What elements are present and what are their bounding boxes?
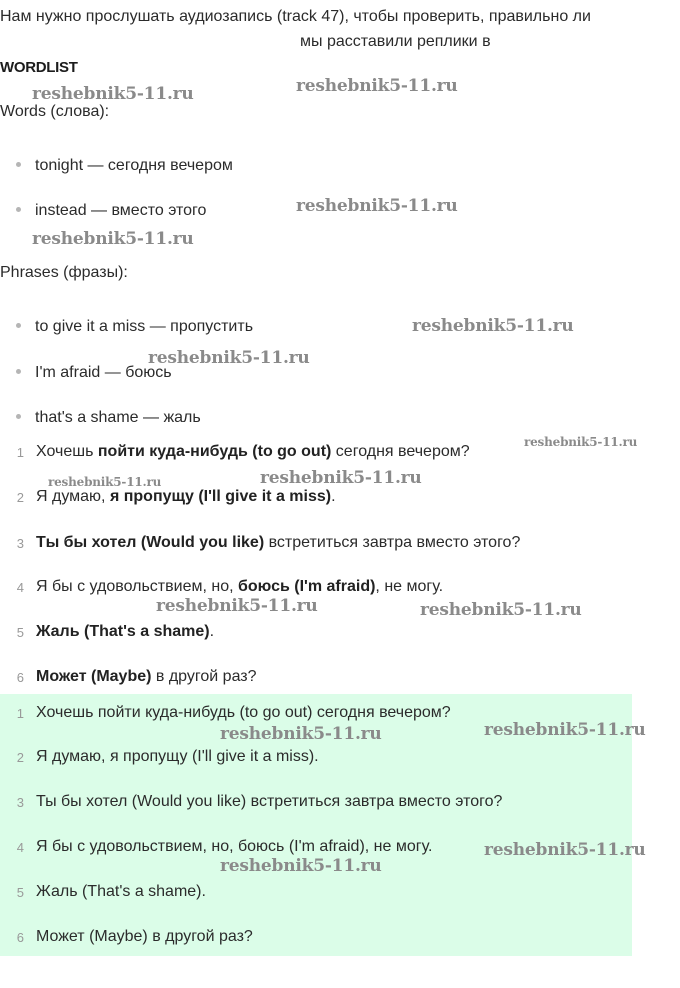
watermark: reshebnik5-11.ru bbox=[484, 840, 646, 860]
watermark: reshebnik5-11.ru bbox=[296, 196, 458, 216]
bullet-icon bbox=[16, 369, 21, 374]
answer-line: 6 Может (Maybe) в другой раз? bbox=[0, 928, 680, 950]
watermark: reshebnik5-11.ru bbox=[484, 720, 646, 740]
list-item-phrase: to give it a miss — пропустить bbox=[16, 318, 253, 336]
dialogue-line: 3 Ты бы хотел (Would you like) встретиться завтра вместо этого? bbox=[0, 534, 680, 556]
line-number: 5 bbox=[16, 625, 24, 640]
answer-line: 2 Я думаю, я пропущу (I'll give it a miss). bbox=[0, 748, 680, 770]
list-item-word: instead — вместо этого bbox=[16, 202, 206, 220]
list-item-word: tonight — сегодня вечером bbox=[16, 157, 233, 175]
line-number: 1 bbox=[16, 445, 24, 460]
intro-text-cut: мы расставили реплики в bbox=[300, 33, 491, 50]
dialogue-line: 4 Я бы с удовольствием, но, боюсь (I'm afraid), не могу. bbox=[0, 578, 680, 600]
answer-line: 3 Ты бы хотел (Would you like) встретиться завтра вместо этого? bbox=[0, 793, 680, 815]
line-number: 5 bbox=[16, 885, 24, 900]
wordlist-heading: WORDLIST bbox=[0, 59, 78, 76]
watermark: reshebnik5-11.ru bbox=[148, 348, 310, 368]
words-label: Words (слова): bbox=[0, 103, 110, 120]
watermark: reshebnik5-11.ru bbox=[260, 468, 422, 488]
line-number: 1 bbox=[16, 706, 24, 721]
line-number: 2 bbox=[16, 490, 24, 505]
dialogue-line: 5 Жаль (That's a shame). bbox=[0, 623, 680, 645]
watermark: reshebnik5-11.ru bbox=[220, 724, 382, 744]
line-number: 6 bbox=[16, 670, 24, 685]
list-item-phrase: I'm afraid — боюсь bbox=[16, 364, 172, 382]
dialogue-line: 1 Хочешь пойти куда-нибудь (to go out) сегодня вечером? bbox=[0, 443, 680, 465]
phrases-label: Phrases (фразы): bbox=[0, 264, 128, 281]
dialogue-line: 6 Может (Maybe) в другой раз? bbox=[0, 668, 680, 690]
watermark: reshebnik5-11.ru bbox=[220, 856, 382, 876]
dialogue-line: 2 Я думаю, я пропущу (I'll give it a miss). bbox=[0, 488, 680, 510]
answer-line: 5 Жаль (That's a shame). bbox=[0, 883, 680, 905]
watermark: reshebnik5-11.ru bbox=[32, 84, 194, 104]
watermark: reshebnik5-11.ru bbox=[420, 600, 582, 620]
line-number: 6 bbox=[16, 930, 24, 945]
answer-line: 4 Я бы с удовольствием, но, боюсь (I'm afraid), не могу. bbox=[0, 838, 680, 860]
intro-text: Нам нужно прослушать аудиозапись (track 47), чтобы проверить, правильно ли bbox=[0, 8, 591, 25]
line-number: 4 bbox=[16, 580, 24, 595]
watermark: reshebnik5-11.ru bbox=[296, 76, 458, 96]
answer-line: 1 Хочешь пойти куда-нибудь (to go out) сегодня вечером? bbox=[0, 704, 680, 726]
watermark: reshebnik5-11.ru bbox=[32, 229, 194, 249]
line-number: 3 bbox=[16, 795, 24, 810]
bullet-icon bbox=[16, 414, 21, 419]
list-item-phrase: that's a shame — жаль bbox=[16, 409, 201, 427]
line-number: 4 bbox=[16, 840, 24, 855]
line-number: 2 bbox=[16, 750, 24, 765]
watermark: reshebnik5-11.ru bbox=[524, 435, 638, 449]
line-number: 3 bbox=[16, 536, 24, 551]
watermark: reshebnik5-11.ru bbox=[48, 475, 162, 489]
bullet-icon bbox=[16, 207, 21, 212]
watermark: reshebnik5-11.ru bbox=[412, 316, 574, 336]
bullet-icon bbox=[16, 162, 21, 167]
bullet-icon bbox=[16, 323, 21, 328]
watermark: reshebnik5-11.ru bbox=[156, 596, 318, 616]
